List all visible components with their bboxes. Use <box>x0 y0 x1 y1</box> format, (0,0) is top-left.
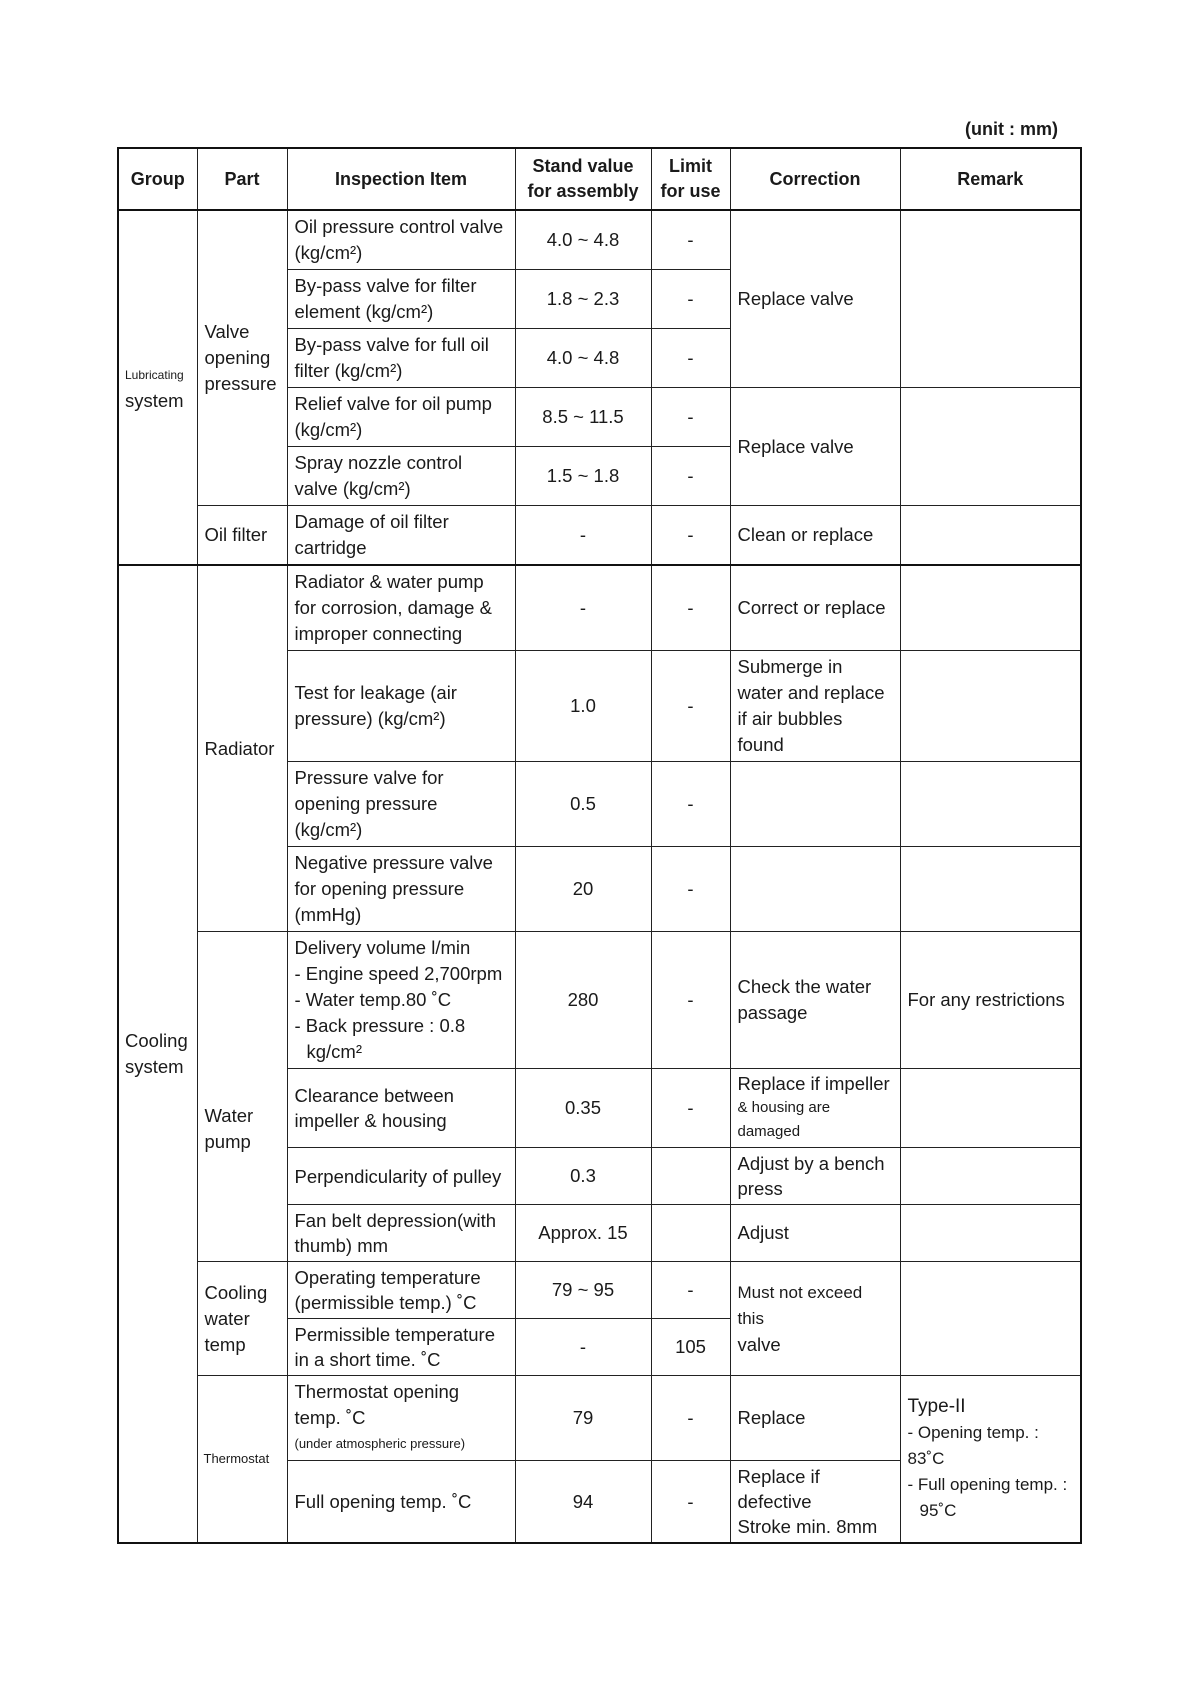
correction <box>730 1069 900 1148</box>
header-inspection-item: Inspection Item <box>287 148 515 210</box>
header-stand-value: Stand value for assembly <box>515 148 651 210</box>
group-lubricating <box>118 210 197 565</box>
header-group: Group <box>118 148 197 210</box>
group-lubricating-main: system <box>125 389 184 411</box>
inspection-item <box>287 1376 515 1461</box>
limit-value: - <box>651 1262 730 1319</box>
limit-value: 105 <box>651 1319 730 1376</box>
correction <box>730 847 900 932</box>
thermostat-item-note: (under atmospheric pressure) <box>294 1436 466 1451</box>
group-lubricating-small: Lubricating <box>125 367 184 382</box>
table-row <box>118 210 1081 270</box>
remark <box>900 1376 1081 1544</box>
correction: Replace valve <box>730 210 900 388</box>
remark <box>900 506 1081 566</box>
limit-value: - <box>651 1461 730 1544</box>
stand-value: 0.3 <box>515 1148 651 1205</box>
correction-line: Replace if defective <box>737 1466 820 1512</box>
group-cooling: Cooling system <box>118 565 197 1543</box>
remark-line: 95˚C <box>919 1501 957 1520</box>
part-cooling-water-temp: Cooling water temp <box>197 1262 287 1376</box>
table-row <box>118 565 1081 651</box>
inspection-item: By-pass valve for full oil filter (kg/cm²) <box>287 329 515 388</box>
correction: Replace valve <box>730 388 900 506</box>
limit-value: - <box>651 565 730 651</box>
correction-line: Must not exceed this <box>737 1282 863 1328</box>
part-radiator: Radiator <box>197 565 287 932</box>
delivery-line: kg/cm² <box>306 1041 362 1062</box>
part-valve-opening-pressure: Valve opening pressure <box>197 210 287 506</box>
header-part: Part <box>197 148 287 210</box>
stand-value: 79 ~ 95 <box>515 1262 651 1319</box>
header-correction: Correction <box>730 148 900 210</box>
inspection-item: Relief valve for oil pump (kg/cm²) <box>287 388 515 447</box>
inspection-item: Damage of oil filter cartridge <box>287 506 515 566</box>
inspection-item: Operating temperature (permissible temp.) ˚C <box>287 1262 515 1319</box>
correction <box>730 1461 900 1544</box>
thermostat-item-line: Thermostat opening temp. ˚C <box>294 1381 460 1428</box>
limit-value: - <box>651 847 730 932</box>
correction <box>730 762 900 847</box>
table-row <box>118 1262 1081 1319</box>
stand-value: 8.5 ~ 11.5 <box>515 388 651 447</box>
correction: Correct or replace <box>730 565 900 651</box>
stand-value: 0.5 <box>515 762 651 847</box>
stand-value: - <box>515 565 651 651</box>
remark <box>900 1205 1081 1262</box>
stand-value: 0.35 <box>515 1069 651 1148</box>
part-oil-filter: Oil filter <box>197 506 287 566</box>
correction <box>730 1262 900 1376</box>
limit-value: - <box>651 762 730 847</box>
remark-line: - Opening temp. : 83˚C <box>907 1423 1039 1468</box>
limit-value <box>651 1148 730 1205</box>
correction: Adjust by a bench press <box>730 1148 900 1205</box>
inspection-table <box>117 147 1082 1544</box>
remark: For any restrictions <box>900 932 1081 1069</box>
inspection-item: Oil pressure control valve (kg/cm²) <box>287 210 515 270</box>
inspection-item: Clearance between impeller & housing <box>287 1069 515 1148</box>
correction: Replace <box>730 1376 900 1461</box>
remark <box>900 651 1081 762</box>
limit-value <box>651 1205 730 1262</box>
limit-value: - <box>651 651 730 762</box>
delivery-line: - Back pressure : 0.8 <box>294 1015 466 1036</box>
delivery-line: - Water temp.80 ˚C <box>294 989 452 1010</box>
stand-value: 4.0 ~ 4.8 <box>515 210 651 270</box>
table-row <box>118 1376 1081 1461</box>
inspection-item: Perpendicularity of pulley <box>287 1148 515 1205</box>
limit-value: - <box>651 447 730 506</box>
inspection-item: Radiator & water pump for corrosion, damage & improper connecting <box>287 565 515 651</box>
stand-value: 1.8 ~ 2.3 <box>515 270 651 329</box>
stand-value: 20 <box>515 847 651 932</box>
limit-value: - <box>651 329 730 388</box>
header-limit: Limit for use <box>651 148 730 210</box>
inspection-item: Full opening temp. ˚C <box>287 1461 515 1544</box>
limit-value: - <box>651 210 730 270</box>
remark <box>900 1262 1081 1376</box>
correction-line: valve <box>737 1333 781 1355</box>
table-row <box>118 932 1081 1069</box>
delivery-line: Delivery volume l/min <box>294 937 471 958</box>
inspection-item: Negative pressure valve for opening pressure (mmHg) <box>287 847 515 932</box>
remark <box>900 1148 1081 1205</box>
remark <box>900 1069 1081 1148</box>
correction: Check the water passage <box>730 932 900 1069</box>
remark <box>900 565 1081 651</box>
stand-value: 94 <box>515 1461 651 1544</box>
limit-value: - <box>651 506 730 566</box>
correction-line: Replace if impeller <box>737 1073 890 1094</box>
part-thermostat: Thermostat <box>197 1376 287 1544</box>
stand-value: 4.0 ~ 4.8 <box>515 329 651 388</box>
remark <box>900 762 1081 847</box>
table-row <box>118 506 1081 566</box>
inspection-item: Fan belt depression(with thumb) mm <box>287 1205 515 1262</box>
limit-value: - <box>651 1376 730 1461</box>
stand-value: 1.0 <box>515 651 651 762</box>
limit-value: - <box>651 270 730 329</box>
unit-label: (unit : mm) <box>965 119 1058 139</box>
inspection-item <box>287 932 515 1069</box>
remark-line: Type-II <box>907 1396 966 1417</box>
limit-value: - <box>651 932 730 1069</box>
header-row <box>118 148 1081 210</box>
stand-value: - <box>515 1319 651 1376</box>
part-water-pump: Water pump <box>197 932 287 1262</box>
correction: Submerge in water and replace if air bubbles found <box>730 651 900 762</box>
inspection-item: Spray nozzle control valve (kg/cm²) <box>287 447 515 506</box>
inspection-item: Test for leakage (air pressure) (kg/cm²) <box>287 651 515 762</box>
limit-value: - <box>651 1069 730 1148</box>
inspection-item: Pressure valve for opening pressure (kg/cm²) <box>287 762 515 847</box>
limit-value: - <box>651 388 730 447</box>
remark <box>900 388 1081 506</box>
inspection-item: By-pass valve for filter element (kg/cm²) <box>287 270 515 329</box>
remark <box>900 210 1081 388</box>
stand-value: 79 <box>515 1376 651 1461</box>
correction: Adjust <box>730 1205 900 1262</box>
header-remark: Remark <box>900 148 1081 210</box>
stand-value: Approx. 15 <box>515 1205 651 1262</box>
correction: Clean or replace <box>730 506 900 566</box>
stand-value: - <box>515 506 651 566</box>
correction-line: Stroke min. 8mm <box>737 1516 878 1537</box>
remark-line: - Full opening temp. : <box>907 1475 1068 1494</box>
stand-value: 280 <box>515 932 651 1069</box>
stand-value: 1.5 ~ 1.8 <box>515 447 651 506</box>
remark <box>900 847 1081 932</box>
inspection-item: Permissible temperature in a short time. ˚C <box>287 1319 515 1376</box>
delivery-line: - Engine speed 2,700rpm <box>294 963 503 984</box>
correction-line: & housing are damaged <box>737 1099 831 1140</box>
